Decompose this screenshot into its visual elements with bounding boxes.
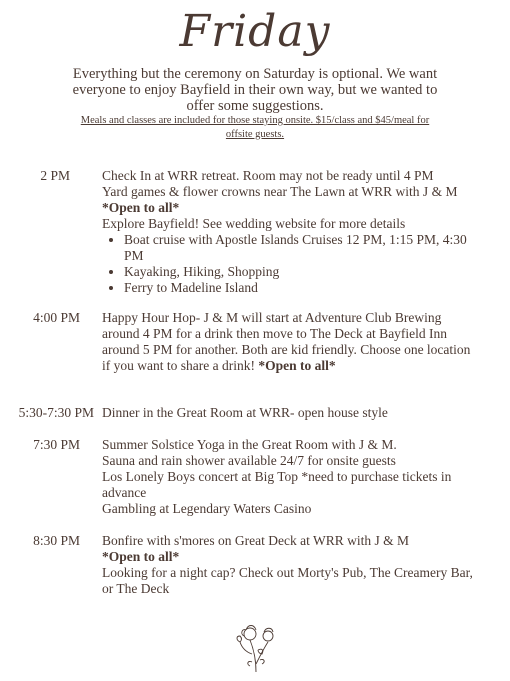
schedule-line: Looking for a night cap? Check out Morty's Pub, The Creamery Bar, or The Deck <box>102 565 473 596</box>
schedule-line: Dinner in the Great Room at WRR- open house style <box>102 405 388 420</box>
list-item: • Boat cruise with Apostle Islands Cruises 12 PM, 1:15 PM, 4:30 PM <box>124 232 482 264</box>
flower-icon <box>232 614 280 674</box>
schedule-time: 8:30 PM <box>33 533 80 548</box>
schedule-line <box>102 549 482 565</box>
schedule-line: Los Lonely Boys concert at Big Top *need to purchase tickets in advance <box>102 469 452 500</box>
activity-list <box>102 232 482 296</box>
schedule-line: Summer Solstice Yoga in the Great Room with J & M. <box>102 437 397 452</box>
schedule-time: 5:30-7:30 PM <box>18 405 94 420</box>
schedule-description <box>102 168 482 296</box>
schedule-description <box>102 533 482 597</box>
pricing-note: Meals and classes are included for those staying onsite. $15/class and $45/meal for offsite guests. <box>80 115 430 140</box>
schedule-time: 4:00 PM <box>33 310 80 325</box>
schedule-time: 2 PM <box>40 168 70 183</box>
list-item: • Ferry to Madeline Island <box>124 280 482 296</box>
schedule-time: 7:30 PM <box>33 437 80 452</box>
open-to-all-label: *Open to all* <box>102 549 180 564</box>
schedule-line: Check In at WRR retreat. Room may not be ready until 4 PM <box>102 168 434 183</box>
schedule-line: Gambling at Legendary Waters Casino <box>102 501 312 516</box>
schedule-line: Sauna and rain shower available 24/7 for onsite guests <box>102 453 396 468</box>
open-to-all-label: *Open to all* <box>258 358 336 373</box>
schedule-description <box>102 437 482 517</box>
schedule-line: Explore Bayfield! See wedding website for more details <box>102 216 406 231</box>
schedule-description <box>102 310 482 374</box>
page-title: Friday <box>179 6 331 57</box>
open-to-all-label: *Open to all* <box>102 200 180 215</box>
schedule-line: Yard games & flower crowns near The Lawn at WRR with J & M *Open to all* <box>102 184 458 215</box>
list-item: • Kayaking, Hiking, Shopping <box>124 264 482 280</box>
schedule-line: Happy Hour Hop- J & M will start at Adventure Club Brewing around 4 PM for a drink then move to The Deck at Bayfield Inn around 5 PM for another. Both are kid friendly. Choose one location if you want to share a drink! *Open to all* <box>102 310 471 373</box>
intro-text: Everything but the ceremony on Saturday is optional. We want everyone to enjoy Bayfield in their own way, but we wanted to offer some suggestions. <box>72 66 438 114</box>
schedule-line: Bonfire with s'mores on Great Deck at WRR with J & M <box>102 533 410 548</box>
schedule-description <box>102 405 482 421</box>
